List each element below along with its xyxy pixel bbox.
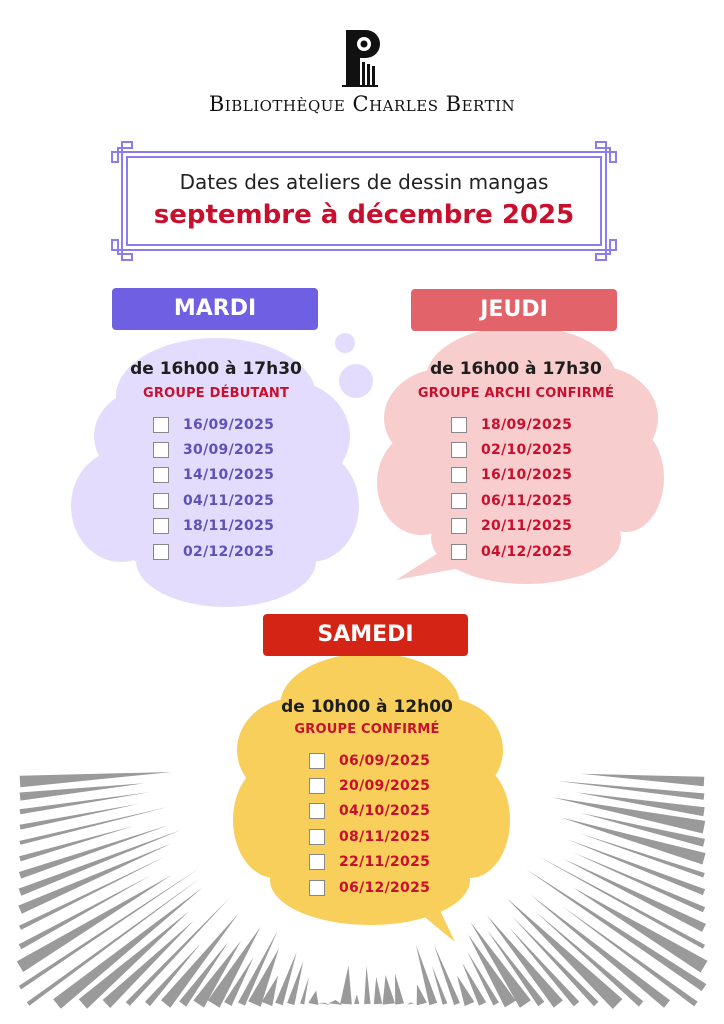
list-item <box>153 463 274 488</box>
checkbox[interactable] <box>451 493 467 509</box>
checkbox[interactable] <box>153 467 169 483</box>
session-date: 02/10/2025 <box>481 442 573 459</box>
speed-line <box>300 977 309 1005</box>
title-line-1: Dates des ateliers de dessin mangas <box>179 170 549 194</box>
speed-line <box>19 868 200 989</box>
list-item <box>451 488 572 513</box>
list-item <box>153 412 274 437</box>
list-item <box>309 748 430 773</box>
list-item <box>153 514 274 539</box>
session-date: 04/11/2025 <box>183 492 275 509</box>
list-item <box>451 463 572 488</box>
list-item <box>451 412 572 437</box>
mardi-label: MARDI <box>112 288 318 330</box>
speed-line <box>340 966 352 1005</box>
session-date: 06/12/2025 <box>339 879 431 896</box>
list-item <box>309 824 430 849</box>
list-item <box>451 539 572 564</box>
session-date: 20/11/2025 <box>481 518 573 535</box>
jeudi-group: GROUPE ARCHI CONFIRMÉ <box>417 386 615 401</box>
list-item <box>451 514 572 539</box>
checkbox[interactable] <box>153 493 169 509</box>
samedi-label: SAMEDI <box>263 614 468 656</box>
session-date: 06/09/2025 <box>339 752 431 769</box>
list-item <box>309 875 430 900</box>
session-date: 06/11/2025 <box>481 492 573 509</box>
session-date: 16/09/2025 <box>183 416 275 433</box>
checkbox[interactable] <box>451 417 467 433</box>
speed-line <box>581 774 704 787</box>
mardi-hours: de 16h00 à 17h30 <box>130 359 302 379</box>
session-date: 20/09/2025 <box>339 778 431 795</box>
checkbox[interactable] <box>451 544 467 560</box>
checkbox[interactable] <box>153 417 169 433</box>
title-line-2: septembre à décembre 2025 <box>153 200 575 230</box>
speed-line <box>553 798 705 834</box>
session-date: 18/11/2025 <box>183 518 275 535</box>
samedi-hours: de 10h00 à 12h00 <box>281 697 453 717</box>
mardi-date-list <box>153 412 274 564</box>
speed-line <box>354 995 359 1005</box>
mardi-group: GROUPE DÉBUTANT <box>142 386 290 401</box>
speed-line <box>287 961 303 1005</box>
speed-line <box>395 974 404 1005</box>
speed-line <box>374 977 382 1005</box>
jeudi-label: JEUDI <box>411 289 617 331</box>
speed-line <box>308 990 318 1005</box>
speed-line <box>364 966 370 1004</box>
session-date: 22/11/2025 <box>339 854 431 871</box>
checkbox[interactable] <box>309 854 325 870</box>
checkbox[interactable] <box>309 803 325 819</box>
checkbox[interactable] <box>451 442 467 458</box>
list-item <box>153 488 274 513</box>
session-date: 04/10/2025 <box>339 803 431 820</box>
checkbox[interactable] <box>309 778 325 794</box>
checkbox[interactable] <box>153 442 169 458</box>
samedi-date-list <box>309 748 430 900</box>
speed-line <box>17 875 172 972</box>
list-item <box>451 437 572 462</box>
list-item <box>309 799 430 824</box>
checkbox[interactable] <box>451 467 467 483</box>
checkbox[interactable] <box>153 544 169 560</box>
checkbox[interactable] <box>451 518 467 534</box>
checkbox[interactable] <box>309 753 325 769</box>
list-item <box>309 773 430 798</box>
jeudi-date-list <box>451 412 572 564</box>
speed-line <box>20 772 172 787</box>
library-logo-icon <box>340 28 384 90</box>
checkbox[interactable] <box>309 880 325 896</box>
list-item <box>153 539 274 564</box>
speed-line <box>407 1003 414 1005</box>
session-date: 08/11/2025 <box>339 828 431 845</box>
speed-line <box>19 830 182 896</box>
session-date: 04/12/2025 <box>481 543 573 560</box>
speed-line <box>417 984 427 1005</box>
checkbox[interactable] <box>153 518 169 534</box>
list-item <box>309 850 430 875</box>
speed-line <box>328 1000 342 1005</box>
session-date: 14/10/2025 <box>183 467 275 484</box>
session-date: 16/10/2025 <box>481 467 573 484</box>
jeudi-hours: de 16h00 à 17h30 <box>430 359 602 379</box>
session-date: 30/09/2025 <box>183 442 275 459</box>
checkbox[interactable] <box>309 829 325 845</box>
speed-line <box>20 783 145 800</box>
speed-line <box>434 945 460 1005</box>
session-date: 18/09/2025 <box>481 416 573 433</box>
session-date: 02/12/2025 <box>183 543 275 560</box>
speed-line <box>383 975 395 1005</box>
samedi-group: GROUPE CONFIRMÉ <box>294 722 440 737</box>
list-item <box>153 437 274 462</box>
speed-line <box>318 1003 330 1005</box>
library-name: Bibliothèque Charles Bertin <box>208 92 516 116</box>
speed-line <box>526 869 706 991</box>
